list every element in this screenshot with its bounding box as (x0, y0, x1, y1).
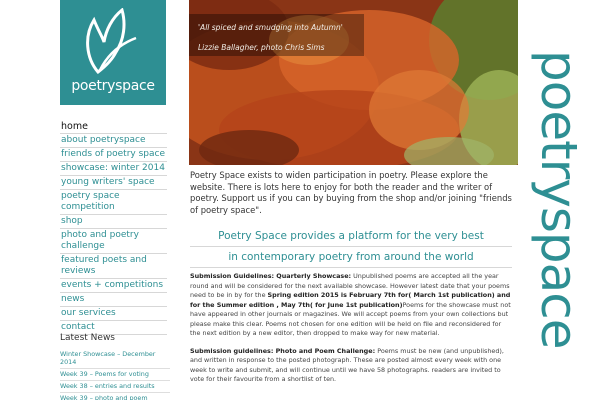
nav-item-services[interactable]: our services (60, 307, 167, 321)
nav-item-news[interactable]: news (60, 293, 167, 307)
hero-caption (189, 14, 364, 56)
nav-item-about[interactable]: about poetryspace (60, 134, 167, 148)
news-item[interactable]: Week 39 – Poems for voting (60, 369, 170, 381)
news-item[interactable]: Week 38 – entries and results (60, 381, 170, 393)
submission-guidelines (190, 272, 512, 393)
latest-news (60, 333, 170, 400)
logo[interactable] (60, 0, 166, 105)
guidelines-photo-poem-text: Poems must be new (and unpublished), and written in response to the posted photograph. These are posted almost every week with one week to write and submit, and will continue until we have 58 photographs. readers are invited to vote for their favourite from a shortlist of ten. (190, 346, 504, 383)
nav-item-events[interactable]: events + competitions (60, 279, 167, 293)
guidelines-photo-poem (190, 347, 512, 385)
tagline-line-1: Poetry Space provides a platform for the very best (190, 226, 512, 247)
guidelines-showcase-dates: Spring edition 2015 is February 7th for( March 1st publication) and for the Summer edition , May 7th( for June 1st publication) (190, 291, 511, 309)
nav-item-featured-poets[interactable]: featured poets and reviews (60, 254, 167, 279)
tagline (190, 226, 512, 268)
vertical-brand (520, 45, 598, 349)
tagline-line-2: in contemporary poetry from around the world (190, 247, 512, 268)
news-item[interactable]: Winter Showcase – December 2014 (60, 349, 170, 369)
caption-title: 'All spiced and smudging into Autumn' (198, 23, 343, 32)
nav-item-competition[interactable]: poetry space competition (60, 190, 167, 215)
nav-item-contact[interactable]: contact (60, 321, 167, 335)
caption-credit: Lizzie Ballagher, photo Chris Sims (198, 43, 325, 52)
main-nav (60, 120, 167, 335)
latest-news-title: Latest News (60, 333, 115, 343)
nav-item-young-writers[interactable]: young writers' space (60, 176, 167, 190)
news-item[interactable]: Week 39 – photo and poem (60, 393, 170, 400)
vertical-brand-text: poetryspace (530, 50, 588, 349)
guidelines-showcase-text-b: Poems for the showcase must not have appeared in other journals or magazines. We will accept poems from your own collections but please make this clear. Poems not chosen for one edition will be held on file and reconsidered for the next edition by a new editor, then dropped to make way for new material. (190, 300, 511, 337)
guidelines-photo-poem-heading: Submission guidelines: Photo and Poem Challenge: (190, 346, 376, 355)
nav-item-friends[interactable]: friends of poetry space (60, 148, 167, 162)
nav-item-home[interactable]: home (60, 120, 167, 134)
nav-item-photo-challenge[interactable]: photo and poetry challenge (60, 229, 167, 254)
nav-item-showcase[interactable]: showcase: winter 2014 (60, 162, 167, 176)
guidelines-showcase-text-a: Unpublished poems are accepted all the year round and will be considered for the next available showcase. However latest date that your poems need to be in by for the (190, 272, 510, 299)
nav-item-shop[interactable]: shop (60, 215, 167, 229)
tulip-logo-icon (78, 8, 148, 80)
intro-text: Poetry Space exists to widen participation in poetry. Please explore the website. There is lots here to enjoy for both the reader and the writer of poetry. Support us if you can by buying from the shop and/or joining "friends of poetry space". (190, 170, 512, 215)
logo-text: poetryspace (71, 78, 155, 94)
guidelines-showcase (190, 272, 512, 339)
guidelines-showcase-heading: Submission Guidelines: Quarterly Showcase: (190, 272, 352, 280)
